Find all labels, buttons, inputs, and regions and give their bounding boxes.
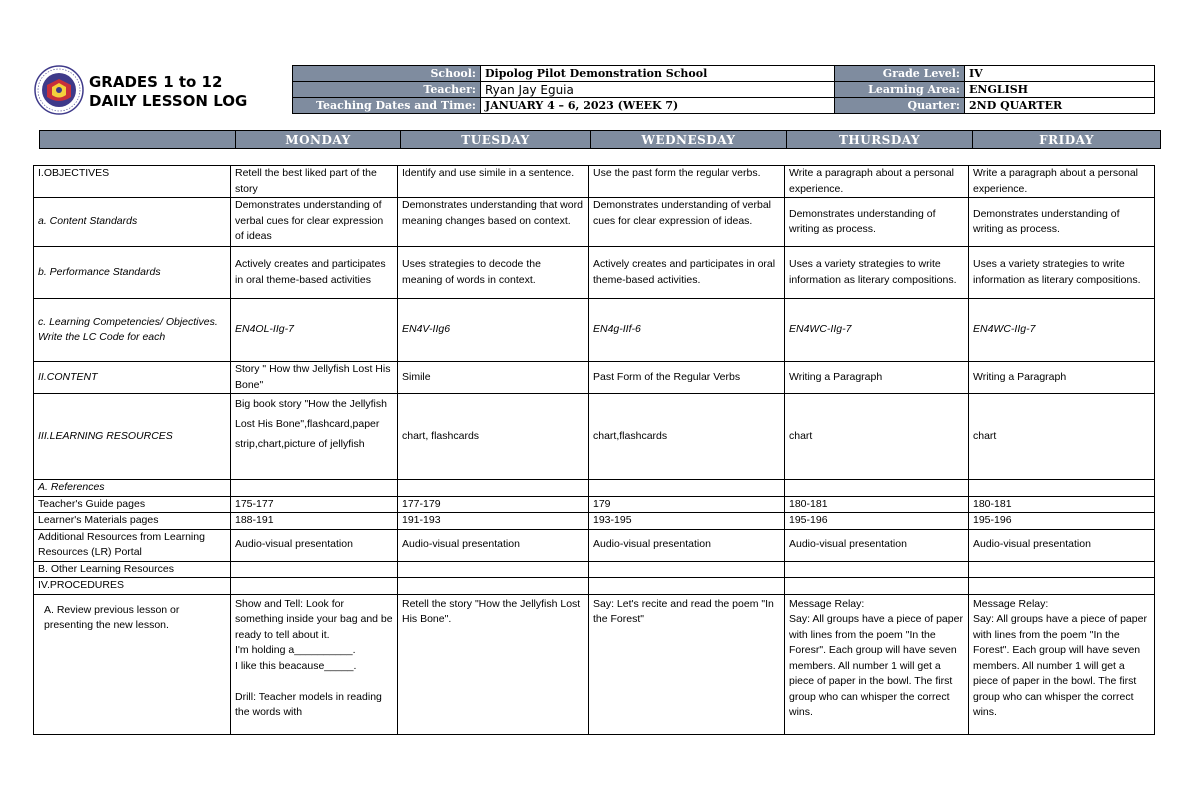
day-thursday: THURSDAY	[787, 131, 973, 149]
table-cell	[589, 480, 785, 497]
table-cell: Identify and use simile in a sentence.	[398, 166, 589, 198]
table-row	[34, 247, 1155, 299]
header-row	[293, 98, 1155, 114]
table-cell: EN4WC-IIg-7	[785, 299, 969, 362]
table-cell: Retell the story "How the Jellyfish Lost His Bone".	[398, 594, 589, 734]
table-cell: EN4V-IIg6	[398, 299, 589, 362]
table-cell: Use the past form the regular verbs.	[589, 166, 785, 198]
weekday-header-table	[39, 130, 1161, 149]
table-cell: chart	[969, 394, 1155, 480]
table-cell: Audio-visual presentation	[398, 529, 589, 561]
table-row	[34, 198, 1155, 247]
table-row	[34, 166, 1155, 198]
table-cell: Uses a variety strategies to write information as literary compositions.	[969, 247, 1155, 299]
weekday-corner	[40, 131, 236, 149]
table-cell: Show and Tell: Look for something inside your bag and be ready to tell about it. I'm holding a__________. I like this beacause_____. Drill: Teacher models in reading the words with	[231, 594, 398, 734]
row-label: IV.PROCEDURES	[34, 578, 231, 595]
table-row	[34, 299, 1155, 362]
title-line-2: DAILY LESSON LOG	[89, 92, 248, 110]
header-info-table	[292, 65, 1155, 114]
row-label: A. Review previous lesson or presenting the new lesson.	[34, 594, 231, 734]
table-cell	[231, 578, 398, 595]
table-cell	[231, 561, 398, 578]
day-wednesday: WEDNESDAY	[591, 131, 787, 149]
table-cell: EN4OL-IIg-7	[231, 299, 398, 362]
table-cell: 175-177	[231, 496, 398, 513]
day-tuesday: TUESDAY	[401, 131, 591, 149]
table-cell: Actively creates and participates in oral theme-based activities	[231, 247, 398, 299]
day-monday: MONDAY	[236, 131, 401, 149]
row-label: II.CONTENT	[34, 362, 231, 394]
school-label: School:	[293, 66, 481, 82]
table-cell	[398, 561, 589, 578]
table-cell: Simile	[398, 362, 589, 394]
table-cell: Audio-visual presentation	[785, 529, 969, 561]
row-label: Additional Resources from Learning Resources (LR) Portal	[34, 529, 231, 561]
table-cell: Uses strategies to decode the meaning of words in context.	[398, 247, 589, 299]
table-cell: 195-196	[969, 513, 1155, 530]
table-cell: Write a paragraph about a personal experience.	[969, 166, 1155, 198]
table-cell	[398, 578, 589, 595]
table-cell: Writing a Paragraph	[969, 362, 1155, 394]
row-label: III.LEARNING RESOURCES	[34, 394, 231, 480]
title-line-1: GRADES 1 to 12	[89, 73, 223, 91]
table-cell	[969, 578, 1155, 595]
header-row	[293, 82, 1155, 98]
table-cell: Writing a Paragraph	[785, 362, 969, 394]
row-label: A. References	[34, 480, 231, 497]
table-cell: Uses a variety strategies to write information as literary compositions.	[785, 247, 969, 299]
table-cell	[589, 561, 785, 578]
table-cell: Message Relay: Say: All groups have a piece of paper with lines from the poem "In the Foresr". Each group will have seven members. All number 1 will get a piece of paper in the bowl. The first group who can whisper the correct wins.	[785, 594, 969, 734]
table-cell	[969, 480, 1155, 497]
quarter-label: Quarter:	[835, 98, 965, 114]
table-row	[34, 578, 1155, 595]
grade-value: IV	[965, 66, 1155, 82]
table-cell: chart	[785, 394, 969, 480]
header-row	[293, 66, 1155, 82]
table-cell: Say: Let's recite and read the poem "In the Forest"	[589, 594, 785, 734]
table-cell: 195-196	[785, 513, 969, 530]
table-row	[34, 362, 1155, 394]
table-row	[34, 480, 1155, 497]
table-cell: chart,flashcards	[589, 394, 785, 480]
table-cell: 177-179	[398, 496, 589, 513]
table-row	[34, 394, 1155, 480]
dates-value: JANUARY 4 – 6, 2023 (WEEK 7)	[481, 98, 835, 114]
table-row	[34, 561, 1155, 578]
table-cell: Demonstrates understanding of writing as process.	[969, 198, 1155, 247]
table-row	[34, 529, 1155, 561]
table-cell: 180-181	[785, 496, 969, 513]
lesson-log-table	[33, 165, 1155, 735]
row-label: I.OBJECTIVES	[34, 166, 231, 198]
table-cell: Demonstrates understanding of writing as process.	[785, 198, 969, 247]
table-cell: 193-195	[589, 513, 785, 530]
row-label: B. Other Learning Resources	[34, 561, 231, 578]
table-cell: Audio-visual presentation	[969, 529, 1155, 561]
dates-label: Teaching Dates and Time:	[293, 98, 481, 114]
table-cell	[589, 578, 785, 595]
day-friday: FRIDAY	[973, 131, 1161, 149]
area-label: Learning Area:	[835, 82, 965, 98]
table-row	[34, 496, 1155, 513]
school-value: Dipolog Pilot Demonstration School	[481, 66, 835, 82]
table-row	[34, 513, 1155, 530]
table-cell: Audio-visual presentation	[589, 529, 785, 561]
table-cell	[231, 480, 398, 497]
table-cell: Actively creates and participates in oral theme-based activities.	[589, 247, 785, 299]
table-cell: Demonstrates understanding of verbal cues for clear expression of ideas.	[589, 198, 785, 247]
table-cell: Write a paragraph about a personal experience.	[785, 166, 969, 198]
table-cell	[785, 480, 969, 497]
area-value: ENGLISH	[965, 82, 1155, 98]
table-row	[34, 594, 1155, 734]
table-cell	[785, 561, 969, 578]
table-cell: Story " How thw Jellyfish Lost His Bone"	[231, 362, 398, 394]
table-cell: 188-191	[231, 513, 398, 530]
table-cell	[398, 480, 589, 497]
deped-seal-icon	[34, 65, 84, 115]
table-cell	[785, 578, 969, 595]
row-label: Teacher's Guide pages	[34, 496, 231, 513]
teacher-value: Ryan Jay Eguia	[481, 82, 835, 98]
table-cell	[969, 561, 1155, 578]
table-cell: Message Relay: Say: All groups have a piece of paper with lines from the poem "In the Forest". Each group will have seven members. All number 1 will get a piece of paper in the bowl. The first group who can whisper the correct wins.	[969, 594, 1155, 734]
table-cell: EN4g-IIf-6	[589, 299, 785, 362]
table-cell: Big book story "How the Jellyfish Lost His Bone",flashcard,paper strip,chart,picture of jellyfish	[231, 394, 398, 480]
table-cell: chart, flashcards	[398, 394, 589, 480]
row-label: Learner's Materials pages	[34, 513, 231, 530]
document-title	[89, 73, 247, 111]
table-cell: Retell the best liked part of the story	[231, 166, 398, 198]
table-cell: Demonstrates understanding of verbal cues for clear expression of ideas	[231, 198, 398, 247]
weekday-row	[40, 131, 1161, 149]
table-cell: Demonstrates understanding that word meaning changes based on context.	[398, 198, 589, 247]
table-cell: Audio-visual presentation	[231, 529, 398, 561]
teacher-label: Teacher:	[293, 82, 481, 98]
table-cell: EN4WC-IIg-7	[969, 299, 1155, 362]
table-cell: Past Form of the Regular Verbs	[589, 362, 785, 394]
grade-label: Grade Level:	[835, 66, 965, 82]
row-label: a. Content Standards	[34, 198, 231, 247]
table-cell: 191-193	[398, 513, 589, 530]
row-label: c. Learning Competencies/ Objectives. Write the LC Code for each	[34, 299, 231, 362]
row-label: b. Performance Standards	[34, 247, 231, 299]
table-cell: 179	[589, 496, 785, 513]
quarter-value: 2ND QUARTER	[965, 98, 1155, 114]
table-cell: 180-181	[969, 496, 1155, 513]
